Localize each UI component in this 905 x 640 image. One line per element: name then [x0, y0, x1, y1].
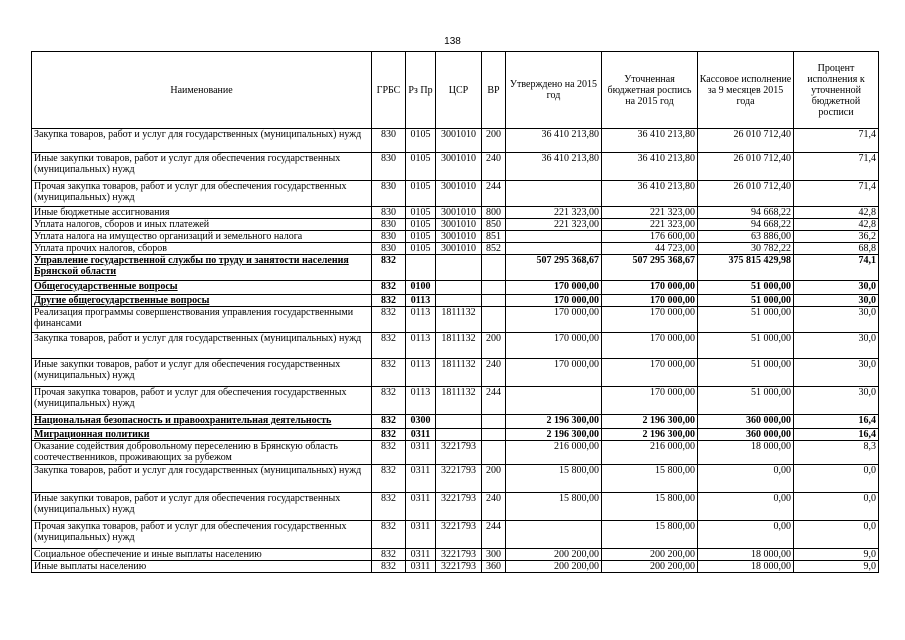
cell-rzpr: 0105: [406, 207, 436, 219]
cell-csr: 3221793: [436, 521, 482, 549]
table-row: [32, 465, 879, 493]
cell-grbs: 830: [372, 231, 406, 243]
cell-grbs: 832: [372, 333, 406, 359]
cell-csr: 3001010: [436, 181, 482, 207]
cell-name: Иные закупки товаров, работ и услуг для обеспечения государственных (муниципальных) нужд: [32, 493, 372, 521]
cell-percent: 74,1: [794, 255, 879, 281]
header-cash: Кассовое исполнение за 9 месяцев 2015 года: [698, 52, 794, 129]
cell-grbs: 832: [372, 307, 406, 333]
cell-clarified: 170 000,00: [602, 307, 698, 333]
cell-grbs: 830: [372, 243, 406, 255]
cell-clarified: 507 295 368,67: [602, 255, 698, 281]
cell-vr: [482, 441, 506, 465]
cell-rzpr: 0300: [406, 415, 436, 429]
cell-cash: 51 000,00: [698, 333, 794, 359]
cell-rzpr: 0311: [406, 549, 436, 561]
cell-csr: [436, 295, 482, 307]
cell-percent: 30,0: [794, 281, 879, 295]
cell-grbs: 832: [372, 521, 406, 549]
cell-clarified: 170 000,00: [602, 281, 698, 295]
cell-vr: 851: [482, 231, 506, 243]
table-row: [32, 441, 879, 465]
cell-percent: 42,8: [794, 219, 879, 231]
cell-vr: 244: [482, 387, 506, 415]
cell-approved: 221 323,00: [506, 219, 602, 231]
cell-cash: 30 782,22: [698, 243, 794, 255]
cell-grbs: 830: [372, 153, 406, 181]
cell-approved: 170 000,00: [506, 281, 602, 295]
cell-clarified: 170 000,00: [602, 387, 698, 415]
table-row: [32, 153, 879, 181]
cell-vr: 200: [482, 333, 506, 359]
cell-name: Уплата налога на имущество организаций и земельного налога: [32, 231, 372, 243]
cell-approved: 15 800,00: [506, 493, 602, 521]
cell-clarified: 36 410 213,80: [602, 129, 698, 153]
cell-name: Управление государственной службы по труду и занятости населения Брянской области: [32, 255, 372, 281]
table-row: [32, 231, 879, 243]
cell-clarified: 170 000,00: [602, 333, 698, 359]
table-row: [32, 181, 879, 207]
cell-percent: 16,4: [794, 415, 879, 429]
cell-clarified: 15 800,00: [602, 493, 698, 521]
cell-name: Уплата прочих налогов, сборов: [32, 243, 372, 255]
cell-csr: [436, 429, 482, 441]
cell-clarified: 176 600,00: [602, 231, 698, 243]
cell-name: Национальная безопасность и правоохранительная деятельность: [32, 415, 372, 429]
cell-csr: 3221793: [436, 493, 482, 521]
cell-name: Иные выплаты населению: [32, 561, 372, 573]
cell-vr: 200: [482, 465, 506, 493]
header-csr: ЦСР: [436, 52, 482, 129]
table-row: [32, 333, 879, 359]
cell-cash: 26 010 712,40: [698, 181, 794, 207]
cell-name: Закупка товаров, работ и услуг для государственных (муниципальных) нужд: [32, 333, 372, 359]
cell-csr: 3221793: [436, 549, 482, 561]
cell-name: Миграционная политики: [32, 429, 372, 441]
cell-rzpr: 0311: [406, 465, 436, 493]
cell-cash: 18 000,00: [698, 561, 794, 573]
cell-name: Оказание содействия добровольному переселению в Брянскую область соотечественников, проживающих за рубежом: [32, 441, 372, 465]
cell-csr: 3221793: [436, 465, 482, 493]
header-grbs: ГРБС: [372, 52, 406, 129]
cell-rzpr: 0113: [406, 333, 436, 359]
cell-csr: 1811132: [436, 387, 482, 415]
budget-table: [31, 51, 879, 573]
cell-vr: [482, 255, 506, 281]
cell-vr: [482, 295, 506, 307]
cell-percent: 16,4: [794, 429, 879, 441]
header-row: [32, 52, 879, 129]
cell-cash: 94 668,22: [698, 207, 794, 219]
table-row: [32, 387, 879, 415]
header-clarified: Уточненная бюджетная роспись на 2015 год: [602, 52, 698, 129]
cell-approved: 216 000,00: [506, 441, 602, 465]
cell-cash: 51 000,00: [698, 295, 794, 307]
cell-clarified: 216 000,00: [602, 441, 698, 465]
cell-approved: 507 295 368,67: [506, 255, 602, 281]
cell-csr: [436, 415, 482, 429]
cell-approved: 200 200,00: [506, 561, 602, 573]
cell-csr: 3221793: [436, 441, 482, 465]
table-row: [32, 307, 879, 333]
cell-rzpr: [406, 255, 436, 281]
cell-percent: 71,4: [794, 153, 879, 181]
page-number: 138: [444, 36, 461, 47]
cell-name: Иные бюджетные ассигнования: [32, 207, 372, 219]
cell-grbs: 832: [372, 441, 406, 465]
cell-grbs: 832: [372, 255, 406, 281]
cell-rzpr: 0113: [406, 295, 436, 307]
cell-name: Прочая закупка товаров, работ и услуг для обеспечения государственных (муниципальных) нужд: [32, 521, 372, 549]
cell-cash: 360 000,00: [698, 415, 794, 429]
cell-rzpr: 0105: [406, 181, 436, 207]
cell-vr: 240: [482, 493, 506, 521]
cell-grbs: 830: [372, 219, 406, 231]
cell-clarified: 200 200,00: [602, 561, 698, 573]
cell-name: Прочая закупка товаров, работ и услуг для обеспечения государственных (муниципальных) нужд: [32, 387, 372, 415]
cell-csr: 1811132: [436, 359, 482, 387]
cell-name: Прочая закупка товаров, работ и услуг для обеспечения государственных (муниципальных) нужд: [32, 181, 372, 207]
cell-clarified: 2 196 300,00: [602, 415, 698, 429]
cell-name: Иные закупки товаров, работ и услуг для обеспечения государственных (муниципальных) нужд: [32, 153, 372, 181]
cell-approved: 2 196 300,00: [506, 429, 602, 441]
cell-grbs: 832: [372, 359, 406, 387]
cell-grbs: 832: [372, 493, 406, 521]
cell-csr: 3001010: [436, 207, 482, 219]
cell-name: Закупка товаров, работ и услуг для государственных (муниципальных) нужд: [32, 465, 372, 493]
cell-name: Общегосударственные вопросы: [32, 281, 372, 295]
cell-approved: 36 410 213,80: [506, 153, 602, 181]
cell-vr: [482, 307, 506, 333]
cell-clarified: 15 800,00: [602, 521, 698, 549]
cell-grbs: 832: [372, 281, 406, 295]
cell-cash: 51 000,00: [698, 359, 794, 387]
cell-clarified: 15 800,00: [602, 465, 698, 493]
cell-clarified: 170 000,00: [602, 359, 698, 387]
cell-approved: 2 196 300,00: [506, 415, 602, 429]
cell-cash: 0,00: [698, 521, 794, 549]
cell-approved: [506, 243, 602, 255]
cell-csr: [436, 255, 482, 281]
cell-rzpr: 0311: [406, 521, 436, 549]
cell-name: Закупка товаров, работ и услуг для государственных (муниципальных) нужд: [32, 129, 372, 153]
cell-percent: 0,0: [794, 465, 879, 493]
cell-approved: 221 323,00: [506, 207, 602, 219]
cell-vr: 360: [482, 561, 506, 573]
cell-rzpr: 0311: [406, 561, 436, 573]
cell-clarified: 221 323,00: [602, 207, 698, 219]
table-row: [32, 281, 879, 295]
cell-vr: 852: [482, 243, 506, 255]
cell-name: Иные закупки товаров, работ и услуг для обеспечения государственных (муниципальных) нужд: [32, 359, 372, 387]
cell-vr: 244: [482, 181, 506, 207]
cell-csr: 3001010: [436, 219, 482, 231]
cell-grbs: 832: [372, 429, 406, 441]
table-row: [32, 493, 879, 521]
cell-vr: [482, 429, 506, 441]
cell-grbs: 832: [372, 549, 406, 561]
cell-cash: 0,00: [698, 493, 794, 521]
cell-approved: 15 800,00: [506, 465, 602, 493]
cell-csr: 3001010: [436, 243, 482, 255]
cell-approved: 170 000,00: [506, 359, 602, 387]
cell-cash: 18 000,00: [698, 441, 794, 465]
cell-cash: 18 000,00: [698, 549, 794, 561]
cell-name: Уплата налогов, сборов и иных платежей: [32, 219, 372, 231]
cell-approved: [506, 231, 602, 243]
cell-vr: 850: [482, 219, 506, 231]
cell-rzpr: 0105: [406, 231, 436, 243]
table-body: [32, 129, 879, 573]
table-row: [32, 207, 879, 219]
header-approved: Утверждено на 2015 год: [506, 52, 602, 129]
header-vr: ВР: [482, 52, 506, 129]
cell-percent: 42,8: [794, 207, 879, 219]
cell-cash: 51 000,00: [698, 307, 794, 333]
cell-clarified: 170 000,00: [602, 295, 698, 307]
cell-vr: 300: [482, 549, 506, 561]
cell-cash: 360 000,00: [698, 429, 794, 441]
cell-clarified: 44 723,00: [602, 243, 698, 255]
cell-csr: 3001010: [436, 231, 482, 243]
cell-grbs: 830: [372, 129, 406, 153]
cell-csr: 3221793: [436, 561, 482, 573]
cell-vr: 240: [482, 359, 506, 387]
cell-grbs: 832: [372, 561, 406, 573]
cell-vr: 240: [482, 153, 506, 181]
cell-percent: 9,0: [794, 549, 879, 561]
cell-grbs: 832: [372, 415, 406, 429]
cell-clarified: 200 200,00: [602, 549, 698, 561]
cell-percent: 71,4: [794, 181, 879, 207]
cell-name: Социальное обеспечение и иные выплаты населению: [32, 549, 372, 561]
cell-percent: 0,0: [794, 493, 879, 521]
cell-percent: 8,3: [794, 441, 879, 465]
header-rzpr: Рз Пр: [406, 52, 436, 129]
cell-percent: 68,8: [794, 243, 879, 255]
table-row: [32, 255, 879, 281]
cell-percent: 0,0: [794, 521, 879, 549]
cell-percent: 30,0: [794, 359, 879, 387]
cell-cash: 26 010 712,40: [698, 129, 794, 153]
cell-grbs: 830: [372, 207, 406, 219]
cell-vr: [482, 281, 506, 295]
cell-cash: 51 000,00: [698, 281, 794, 295]
cell-clarified: 221 323,00: [602, 219, 698, 231]
cell-rzpr: 0113: [406, 307, 436, 333]
table-row: [32, 359, 879, 387]
cell-name: Реализация программы совершенствования управления государственными финансами: [32, 307, 372, 333]
cell-approved: [506, 181, 602, 207]
cell-rzpr: 0311: [406, 441, 436, 465]
table-row: [32, 295, 879, 307]
cell-cash: 26 010 712,40: [698, 153, 794, 181]
cell-rzpr: 0100: [406, 281, 436, 295]
cell-percent: 30,0: [794, 333, 879, 359]
cell-grbs: 832: [372, 387, 406, 415]
cell-name: Другие общегосударственные вопросы: [32, 295, 372, 307]
cell-approved: 200 200,00: [506, 549, 602, 561]
cell-cash: 0,00: [698, 465, 794, 493]
cell-percent: 30,0: [794, 295, 879, 307]
cell-csr: 3001010: [436, 153, 482, 181]
cell-cash: 63 886,00: [698, 231, 794, 243]
cell-vr: [482, 415, 506, 429]
cell-csr: 1811132: [436, 333, 482, 359]
cell-rzpr: 0311: [406, 493, 436, 521]
cell-rzpr: 0105: [406, 243, 436, 255]
cell-rzpr: 0311: [406, 429, 436, 441]
cell-approved: [506, 387, 602, 415]
cell-rzpr: 0113: [406, 387, 436, 415]
cell-approved: 36 410 213,80: [506, 129, 602, 153]
cell-cash: 51 000,00: [698, 387, 794, 415]
header-name: Наименование: [32, 52, 372, 129]
cell-percent: 9,0: [794, 561, 879, 573]
cell-clarified: 36 410 213,80: [602, 181, 698, 207]
cell-approved: 170 000,00: [506, 295, 602, 307]
cell-csr: 1811132: [436, 307, 482, 333]
cell-rzpr: 0113: [406, 359, 436, 387]
cell-approved: 170 000,00: [506, 333, 602, 359]
cell-percent: 30,0: [794, 387, 879, 415]
table-row: [32, 243, 879, 255]
cell-csr: 3001010: [436, 129, 482, 153]
cell-rzpr: 0105: [406, 219, 436, 231]
cell-grbs: 832: [372, 295, 406, 307]
cell-rzpr: 0105: [406, 153, 436, 181]
table-row: [32, 521, 879, 549]
table-row: [32, 219, 879, 231]
cell-percent: 36,2: [794, 231, 879, 243]
cell-csr: [436, 281, 482, 295]
cell-vr: 800: [482, 207, 506, 219]
table-row: [32, 415, 879, 429]
cell-vr: 244: [482, 521, 506, 549]
cell-rzpr: 0105: [406, 129, 436, 153]
table-row: [32, 129, 879, 153]
header-percent: Процент исполнения к уточненной бюджетной росписи: [794, 52, 879, 129]
cell-clarified: 2 196 300,00: [602, 429, 698, 441]
cell-cash: 94 668,22: [698, 219, 794, 231]
table-header: [32, 52, 879, 129]
cell-approved: 170 000,00: [506, 307, 602, 333]
table-row: [32, 549, 879, 561]
cell-percent: 30,0: [794, 307, 879, 333]
cell-vr: 200: [482, 129, 506, 153]
cell-percent: 71,4: [794, 129, 879, 153]
cell-approved: [506, 521, 602, 549]
cell-clarified: 36 410 213,80: [602, 153, 698, 181]
cell-cash: 375 815 429,98: [698, 255, 794, 281]
cell-grbs: 832: [372, 465, 406, 493]
table-row: [32, 561, 879, 573]
table-row: [32, 429, 879, 441]
cell-grbs: 830: [372, 181, 406, 207]
